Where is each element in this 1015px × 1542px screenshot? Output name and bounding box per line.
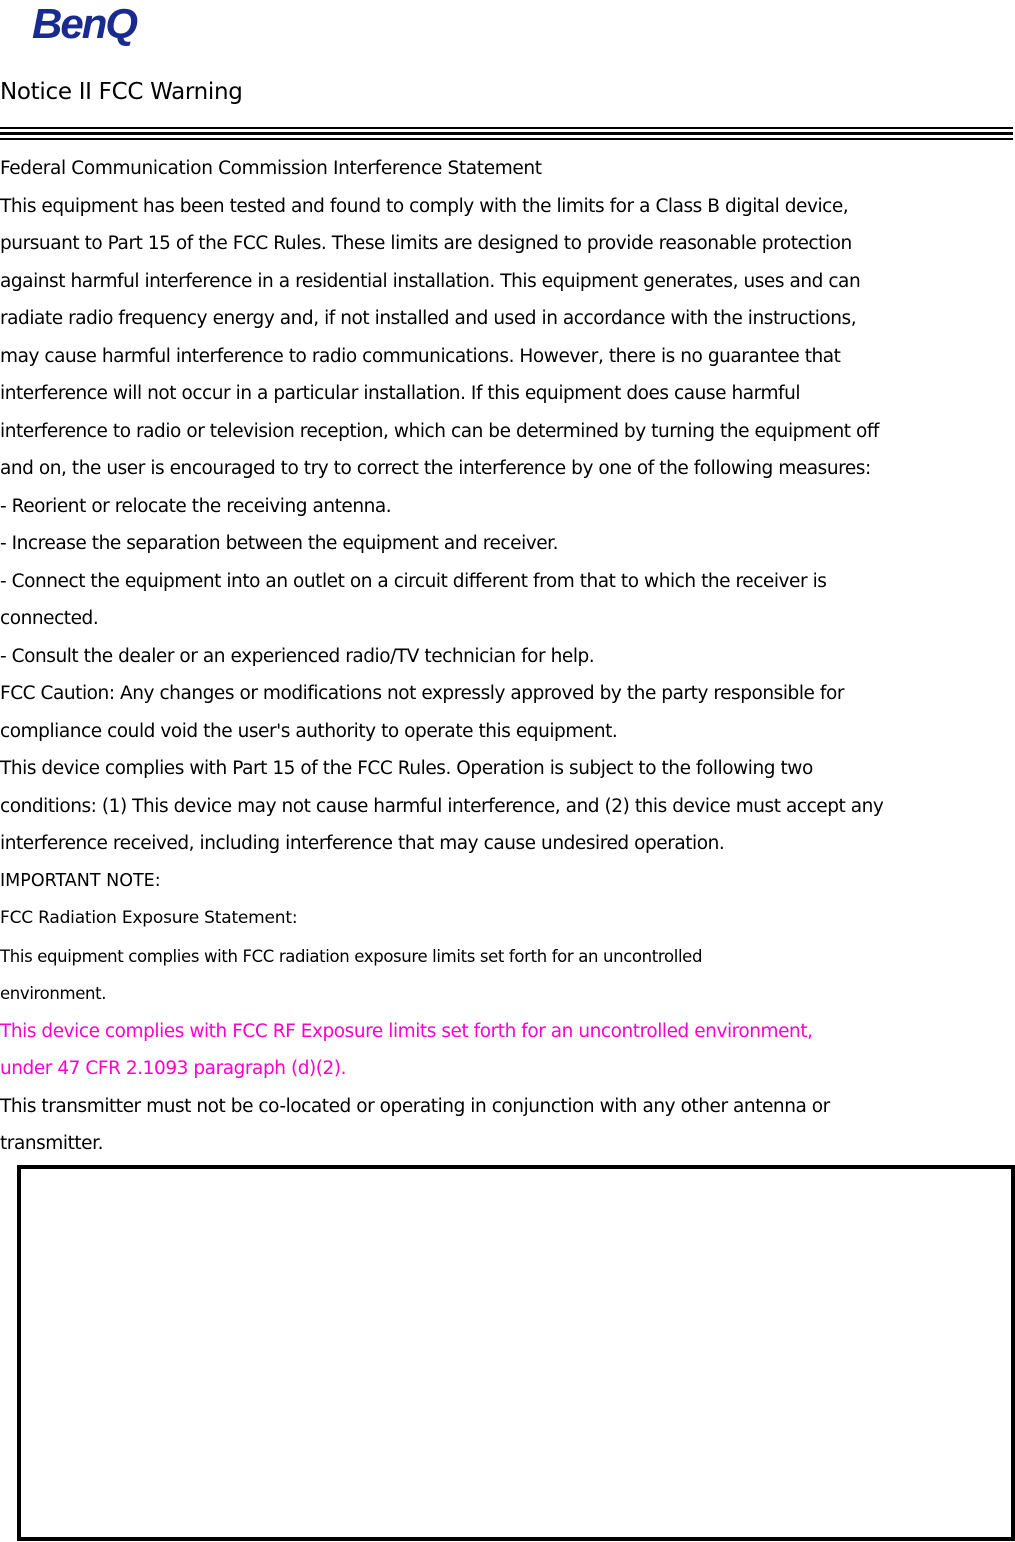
measure-item: - Increase the separation between the equipment and receiver.: [0, 533, 559, 554]
important-note: IMPORTANT NOTE:: [0, 870, 161, 891]
notice-body: [0, 150, 1010, 1163]
body-line: pursuant to Part 15 of the FCC Rules. These limits are designed to provide reasonable protection: [0, 233, 852, 254]
empty-label-box: [17, 1165, 1015, 1541]
part15-line: This device complies with Part 15 of the FCC Rules. Operation is subject to the following two: [0, 758, 813, 779]
section-heading: Federal Communication Commission Interference Statement: [0, 158, 542, 179]
body-line: may cause harmful interference to radio communications. However, there is no guarantee that: [0, 345, 841, 367]
body-line: radiate radio frequency energy and, if not installed and used in accordance with the instructions,: [0, 308, 857, 329]
measure-item: - Consult the dealer or an experienced radio/TV technician for help.: [0, 645, 595, 667]
transmitter-line: This transmitter must not be co-located or operating in conjunction with any other antenna or: [0, 1095, 830, 1117]
measure-item: - Connect the equipment into an outlet on a circuit different from that to which the receiver is: [0, 570, 827, 592]
body-line: against harmful interference in a residential installation. This equipment generates, uses and can: [0, 270, 861, 292]
divider-top: [0, 127, 1013, 129]
benq-logo-graphic: [30, 2, 182, 46]
radiation-line: This equipment complies with FCC radiation exposure limits set forth for an uncontrolled: [0, 946, 703, 966]
body-line: This equipment has been tested and found to comply with the limits for a Class B digital device,: [0, 195, 849, 217]
part15-line: interference received, including interference that may cause undesired operation.: [0, 833, 725, 854]
body-line: and on, the user is encouraged to try to correct the interference by one of the following measures:: [0, 458, 871, 479]
caution-line: FCC Caution: Any changes or modifications not expressly approved by the party responsible for: [0, 683, 844, 704]
body-line: interference to radio or television reception, which can be determined by turning the equipment off: [0, 420, 879, 442]
measure-item: connected.: [0, 608, 99, 629]
divider-bottom: [0, 138, 1013, 140]
radiation-heading: FCC Radiation Exposure Statement:: [0, 908, 298, 928]
part15-line: conditions: (1) This device may not cause harmful interference, and (2) this device must accept any: [0, 795, 884, 817]
caution-line: compliance could void the user's authority to operate this equipment.: [0, 720, 618, 742]
benq-logo: [30, 2, 182, 46]
measure-item: - Reorient or relocate the receiving antenna.: [0, 495, 392, 517]
rf-exposure-line: under 47 CFR 2.1093 paragraph (d)(2).: [0, 1058, 347, 1079]
divider-middle: [0, 132, 1013, 135]
radiation-line: environment.: [0, 984, 107, 1003]
body-line: interference will not occur in a particular installation. If this equipment does cause harmful: [0, 383, 801, 404]
transmitter-line: transmitter.: [0, 1133, 103, 1154]
benq-logo-text: BenQ: [32, 2, 137, 46]
page-title: Notice II FCC Warning: [0, 79, 243, 105]
rf-exposure-line: This device complies with FCC RF Exposure limits set forth for an uncontrolled environment,: [0, 1020, 813, 1042]
